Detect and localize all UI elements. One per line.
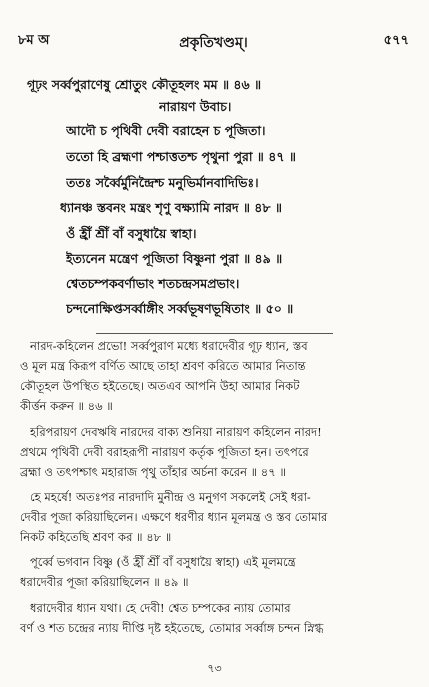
prose-line: ও মূল মন্ত্র কিরূপ বর্ণিত আছে তাহা শ্রবণ করিতে আমার নিতান্ত (20, 359, 306, 373)
verse-line: আদৌ চ পৃথিবী দেবী বরাহেন চ পূজিতা। (66, 123, 266, 138)
prose-line: হে মহর্ষে! অতঃপর নারদাদি মুনীন্দ্র ও মনুগণ সকলেই সেই ধরা- (30, 490, 311, 504)
prose-line: পূর্ব্বে ভগবান বিষ্ণু (ওঁ হ্রীঁ শ্রীঁ বাঁ বসুধায়ৈ স্বাহা) এই মূলমন্ত্রে (30, 555, 296, 569)
prose-line: কৌতূহল উপস্থিত হইতেছে। অতএব আপনি উহা আমার নিকট (20, 379, 300, 393)
verse-line: ততো হি ব্রহ্মণা পশ্চাত্ততশ্চ পৃথুনা পুরা ॥ ৪৭ ॥ (66, 149, 296, 164)
chapter-label: ৮ম অ (18, 33, 50, 48)
prose-line: ধরাদেবীর ধ্যান যথা। হে দেবী! শ্বেত চম্পকের ন্যায় তোমার (30, 601, 291, 615)
page-header (18, 31, 409, 51)
prose-line: কীর্ত্তন করুন ॥ ৪৬ ॥ (20, 399, 113, 413)
prose-line: দেবীর পূজা করিয়াছিলেন। এক্ষণে ধরণীর ধ্যান মূলমন্ত্র ও স্তব তোমার (20, 510, 328, 524)
verse-line: ধ্যানঞ্চ স্তবনং মন্ত্রং শৃণু বক্ষ্যামি নারদ ॥ ৪৮ ॥ (60, 200, 282, 215)
prose-line: বর্ণ ও শত চন্দ্রের ন্যায় দীপ্তি দৃষ্ট হইতেছে, তোমার সর্ব্বাঙ্গ চন্দন স্নিগ্ধ (20, 621, 324, 635)
prose-line: নারদ-কহিলেন প্রভো! সর্ব্বপুরাণ মধ্যে ধরাদেবীর গূঢ় ধ্যান, স্তব (30, 339, 308, 353)
verse-speaker: নারায়ণ উবাচ। (159, 99, 232, 114)
prose-line: ধরাদেবীর পূজা করিয়াছিলেন ॥ ৪৯ ॥ (20, 575, 189, 589)
verse-line: শ্বেতচম্পকবর্ণাভাং শতচন্দ্রসমপ্রভাং। (66, 276, 240, 291)
section-divider (96, 333, 333, 334)
prose-line: হরিপরায়ণ দেবঋষি নারদের বাক্য শুনিয়া নারায়ণ কহিলেন নারদ! (30, 425, 322, 439)
verse-line: ওঁ হ্রীঁ শ্রীঁ বাঁ বসুধায়ৈ স্বাহা। (66, 226, 197, 241)
verse-line: ইত্যনেন মন্ত্রেণ পূজিতা বিষ্ণুনা পুরা ॥ ৪৯ ॥ (66, 251, 283, 266)
signature-mark: ৭৩ (207, 662, 222, 675)
page-title: প্রকৃতিখণ্ডম্। (179, 35, 248, 51)
prose-line: ব্রহ্মা ও তৎপশ্চাৎ মহারাজ পৃথু তাঁহার অর্চনা করেন ॥ ৪৭ ॥ (20, 465, 286, 479)
verse-line: ততঃ সর্ব্বৈর্মুনিন্দ্রৈশ্চ মনুভির্মানবাদিভিঃ। (66, 175, 259, 190)
prose-line: নিকট কহিতেছি শ্রবণ কর ॥ ৪৮ ॥ (20, 530, 172, 544)
prose-line: প্রথমে পৃথিবী দেবী বরাহরূপী নারায়ণ কর্তৃক পূজিতা হন। তৎপরে (20, 445, 309, 459)
page-number: ৫৭৭ (383, 33, 409, 48)
verse-line: গূঢ়ং সর্ব্বপুরাণেষু শ্রোতুং কৌতূহলং মম ॥ ৪৬ ॥ (27, 77, 262, 92)
verse-line: চন্দনোক্ষিপ্তসর্ব্বাঙ্গীং সর্ব্বভূষণভূষিতাং ॥ ৫০ ॥ (66, 301, 294, 316)
